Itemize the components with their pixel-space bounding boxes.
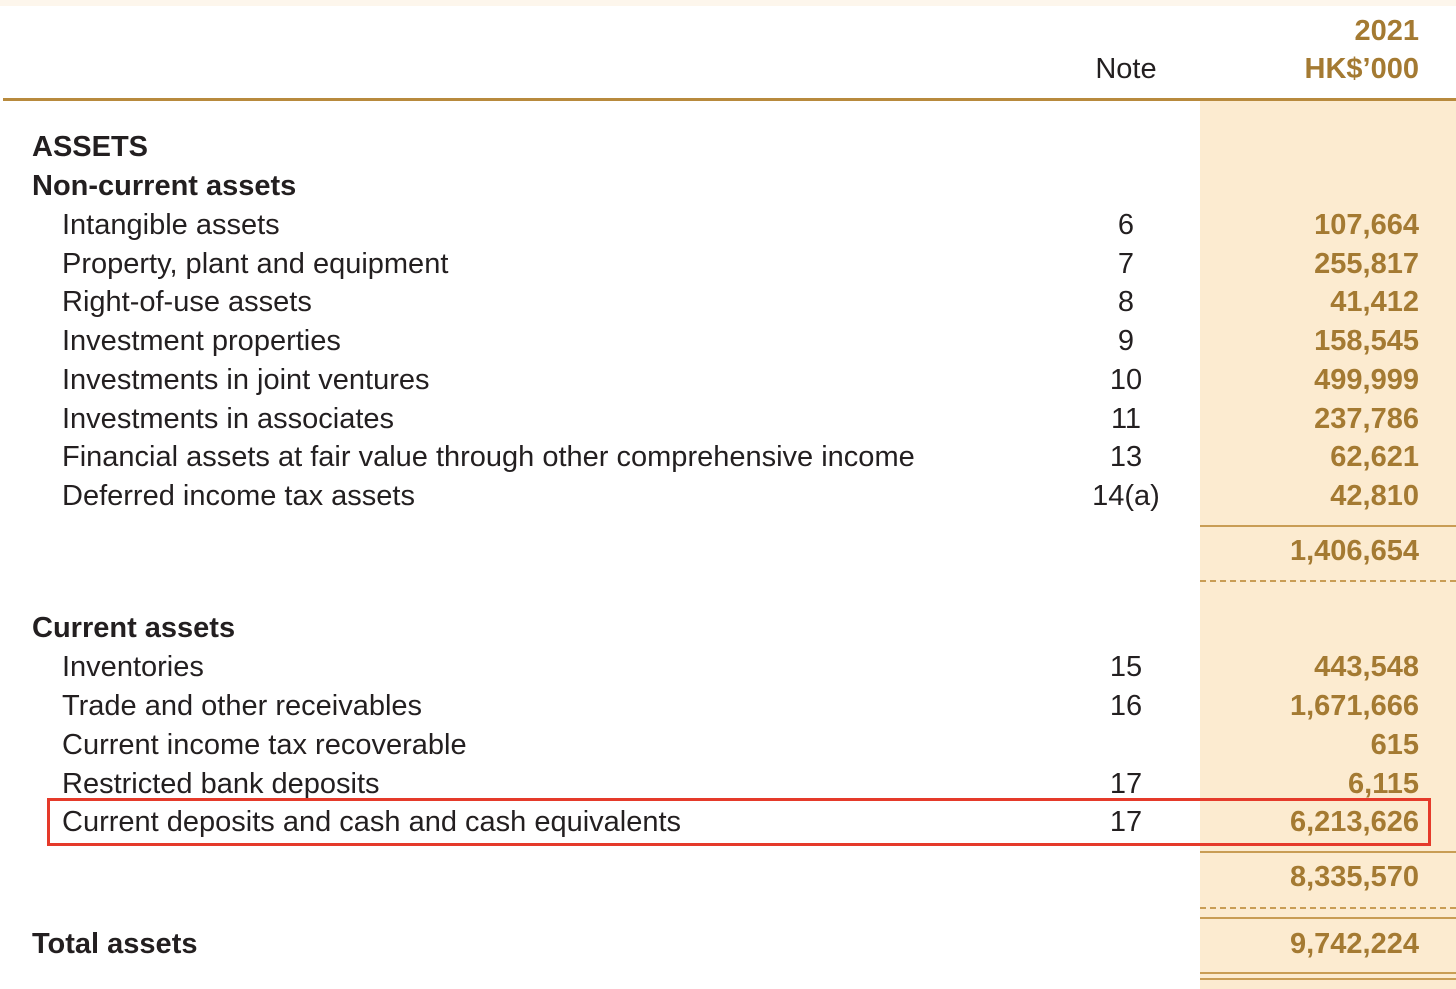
table-row [0,726,1456,764]
row-amount: 499,999 [1314,364,1419,396]
highlight-box [47,798,1431,846]
total-assets-label: Total assets [32,928,198,960]
row-note: 14(a) [1092,480,1160,512]
row-label: Investment properties [62,325,341,357]
table-row [0,322,1456,360]
table-row [0,206,1456,244]
subtotal-rule [1200,851,1456,853]
table-row [0,283,1456,321]
note-column-header: Note [1095,53,1157,85]
row-label: Investments in associates [62,403,395,435]
row-amount: 6,115 [1348,768,1419,800]
top-strip [0,0,1456,6]
row-label: Restricted bank deposits [62,768,380,800]
row-note: 16 [1109,690,1143,722]
row-amount: 237,786 [1314,403,1419,435]
year-column-header: 2021 [1354,15,1419,47]
current-subtotal: 8,335,570 [1289,861,1419,893]
row-note: 17 [1109,768,1143,800]
non-current-assets-heading: Non-current assets [32,170,297,202]
row-amount: 255,817 [1314,248,1419,280]
total-assets-amount: 9,742,224 [1289,928,1419,960]
table-row [0,438,1456,476]
subtotal-rule [1200,525,1456,527]
row-note: 13 [1109,441,1143,473]
table-row [0,687,1456,725]
total-top-rule [1200,917,1456,919]
table-row [0,648,1456,686]
header-rule [3,98,1456,101]
total-row [0,925,1456,963]
non-current-subtotal: 1,406,654 [1289,535,1419,567]
row-label: Intangible assets [62,209,280,241]
row-label: Inventories [62,651,204,683]
row-amount: 42,810 [1330,480,1419,512]
row-note: 8 [1117,286,1135,318]
table-row [0,361,1456,399]
row-label: Investments in joint ventures [62,364,430,396]
row-amount: 615 [1370,729,1419,761]
row-amount: 62,621 [1330,441,1419,473]
table-row [0,245,1456,283]
subtotal-dashed-rule [1200,907,1456,909]
row-label: Deferred income tax assets [62,480,415,512]
subtotal-row [0,532,1456,570]
row-label: Financial assets at fair value through other comprehensive income [62,441,915,473]
row-amount: 443,548 [1314,651,1419,683]
row-amount: 1,671,666 [1289,690,1419,722]
row-note: 17 [1109,806,1143,838]
row-note: 15 [1109,651,1143,683]
row-label: Current deposits and cash and cash equivalents [62,806,682,838]
row-note: 6 [1117,209,1135,241]
subtotal-row [0,858,1456,896]
row-label: Current income tax recoverable [62,729,467,761]
row-label: Property, plant and equipment [62,248,449,280]
row-note: 11 [1110,403,1142,435]
row-note: 10 [1109,364,1143,396]
table-row [0,477,1456,515]
table-row [0,400,1456,438]
row-label: Right-of-use assets [62,286,312,318]
row-note: 7 [1117,248,1135,280]
total-double-rule-lower [1200,978,1456,980]
current-assets-heading: Current assets [32,612,236,644]
row-amount: 158,545 [1314,325,1419,357]
row-amount: 6,213,626 [1289,806,1419,838]
row-amount: 41,412 [1330,286,1419,318]
row-amount: 107,664 [1314,209,1419,241]
subtotal-dashed-rule [1200,580,1456,582]
assets-heading: ASSETS [32,131,149,163]
unit-column-header: HK$’000 [1304,53,1419,85]
row-note: 9 [1117,325,1135,357]
total-double-rule-upper [1200,972,1456,974]
row-label: Trade and other receivables [62,690,423,722]
